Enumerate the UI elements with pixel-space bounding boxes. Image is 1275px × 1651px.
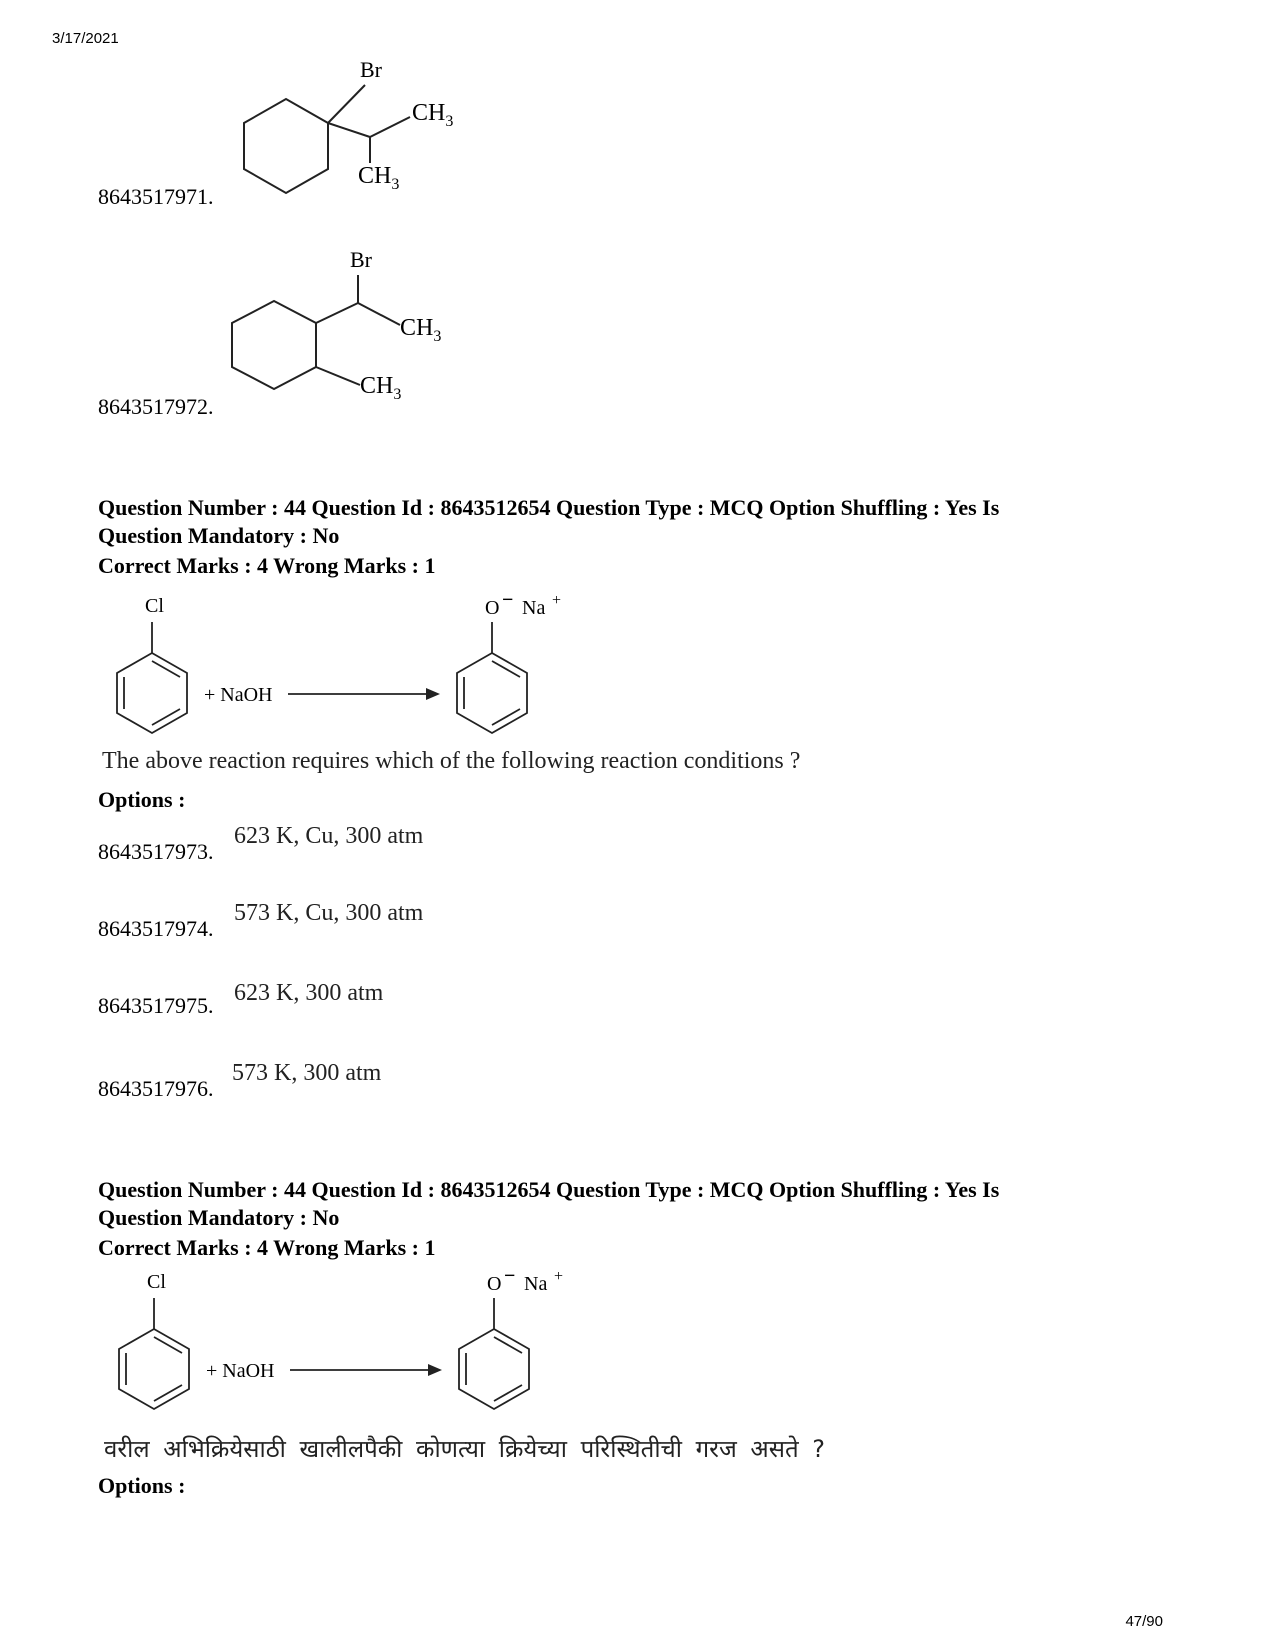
reaction-diagram — [100, 590, 600, 745]
charge-label: − — [502, 590, 514, 611]
question-text: The above reaction requires which of the following reaction conditions ? — [102, 748, 801, 774]
reagent-label: + NaOH — [204, 684, 273, 706]
cyclohexane-ring — [232, 301, 316, 389]
bromine-label: Br — [360, 57, 382, 82]
methyl-label: $CH_3$ — [358, 163, 400, 193]
question-marks: Correct Marks : 4 Wrong Marks : 1 — [98, 1235, 436, 1260]
question-marks: Correct Marks : 4 Wrong Marks : 1 — [98, 553, 436, 578]
option-id: 8643517975. — [98, 993, 214, 1018]
bromine-label: Br — [350, 247, 372, 272]
option-id: 8643517974. — [98, 916, 214, 941]
option-id: 8643517971. — [98, 184, 214, 209]
question-header: Question Number : 44 Question Id : 8643512654 Question Type : MCQ Option Shuffling : Yes Is Question Mandatory : No — [98, 1177, 1000, 1230]
option-id: 8643517972. — [98, 394, 214, 419]
option-text: 573 K, 300 atm — [232, 1060, 382, 1086]
sodium-label: Na — [522, 597, 546, 619]
sodium-label: Na — [524, 1273, 548, 1295]
charge-label: − — [504, 1266, 516, 1287]
option-id: 8643517976. — [98, 1076, 214, 1101]
oxygen-label: O — [487, 1273, 502, 1295]
reagent-label: + NaOH — [206, 1360, 275, 1382]
print-date: 3/17/2021 — [52, 30, 119, 47]
option-text: 623 K, Cu, 300 atm — [234, 823, 424, 849]
options-label: Options : — [98, 787, 186, 812]
question-header: Question Number : 44 Question Id : 8643512654 Question Type : MCQ Option Shuffling : Yes Is Question Mandatory : No — [98, 495, 1000, 548]
oxygen-label: O — [485, 597, 500, 619]
options-label: Options : — [98, 1473, 186, 1498]
chloro-label: Cl — [145, 595, 164, 617]
option-text: 573 K, Cu, 300 atm — [234, 900, 424, 926]
question-text: वरील अभिक्रियेसाठी खालीलपैकी कोणत्या क्रियेच्या परिस्थितीची गरज असते ? — [104, 1435, 825, 1463]
option-id: 8643517973. — [98, 839, 214, 864]
methyl-label: $CH_3$ — [412, 100, 454, 130]
charge-label: + — [554, 1268, 564, 1285]
chloro-label: Cl — [147, 1271, 166, 1293]
charge-label: + — [552, 592, 562, 609]
page-number: 47/90 — [1125, 1613, 1163, 1630]
structure-option-2 — [220, 245, 480, 410]
reaction-diagram — [100, 1266, 600, 1421]
option-text: 623 K, 300 atm — [234, 980, 384, 1006]
methyl-label: $CH_3$ — [400, 315, 442, 345]
structure-option-1 — [230, 55, 490, 205]
cyclohexane-ring — [244, 99, 328, 193]
methyl-label: $CH_3$ — [360, 373, 402, 403]
